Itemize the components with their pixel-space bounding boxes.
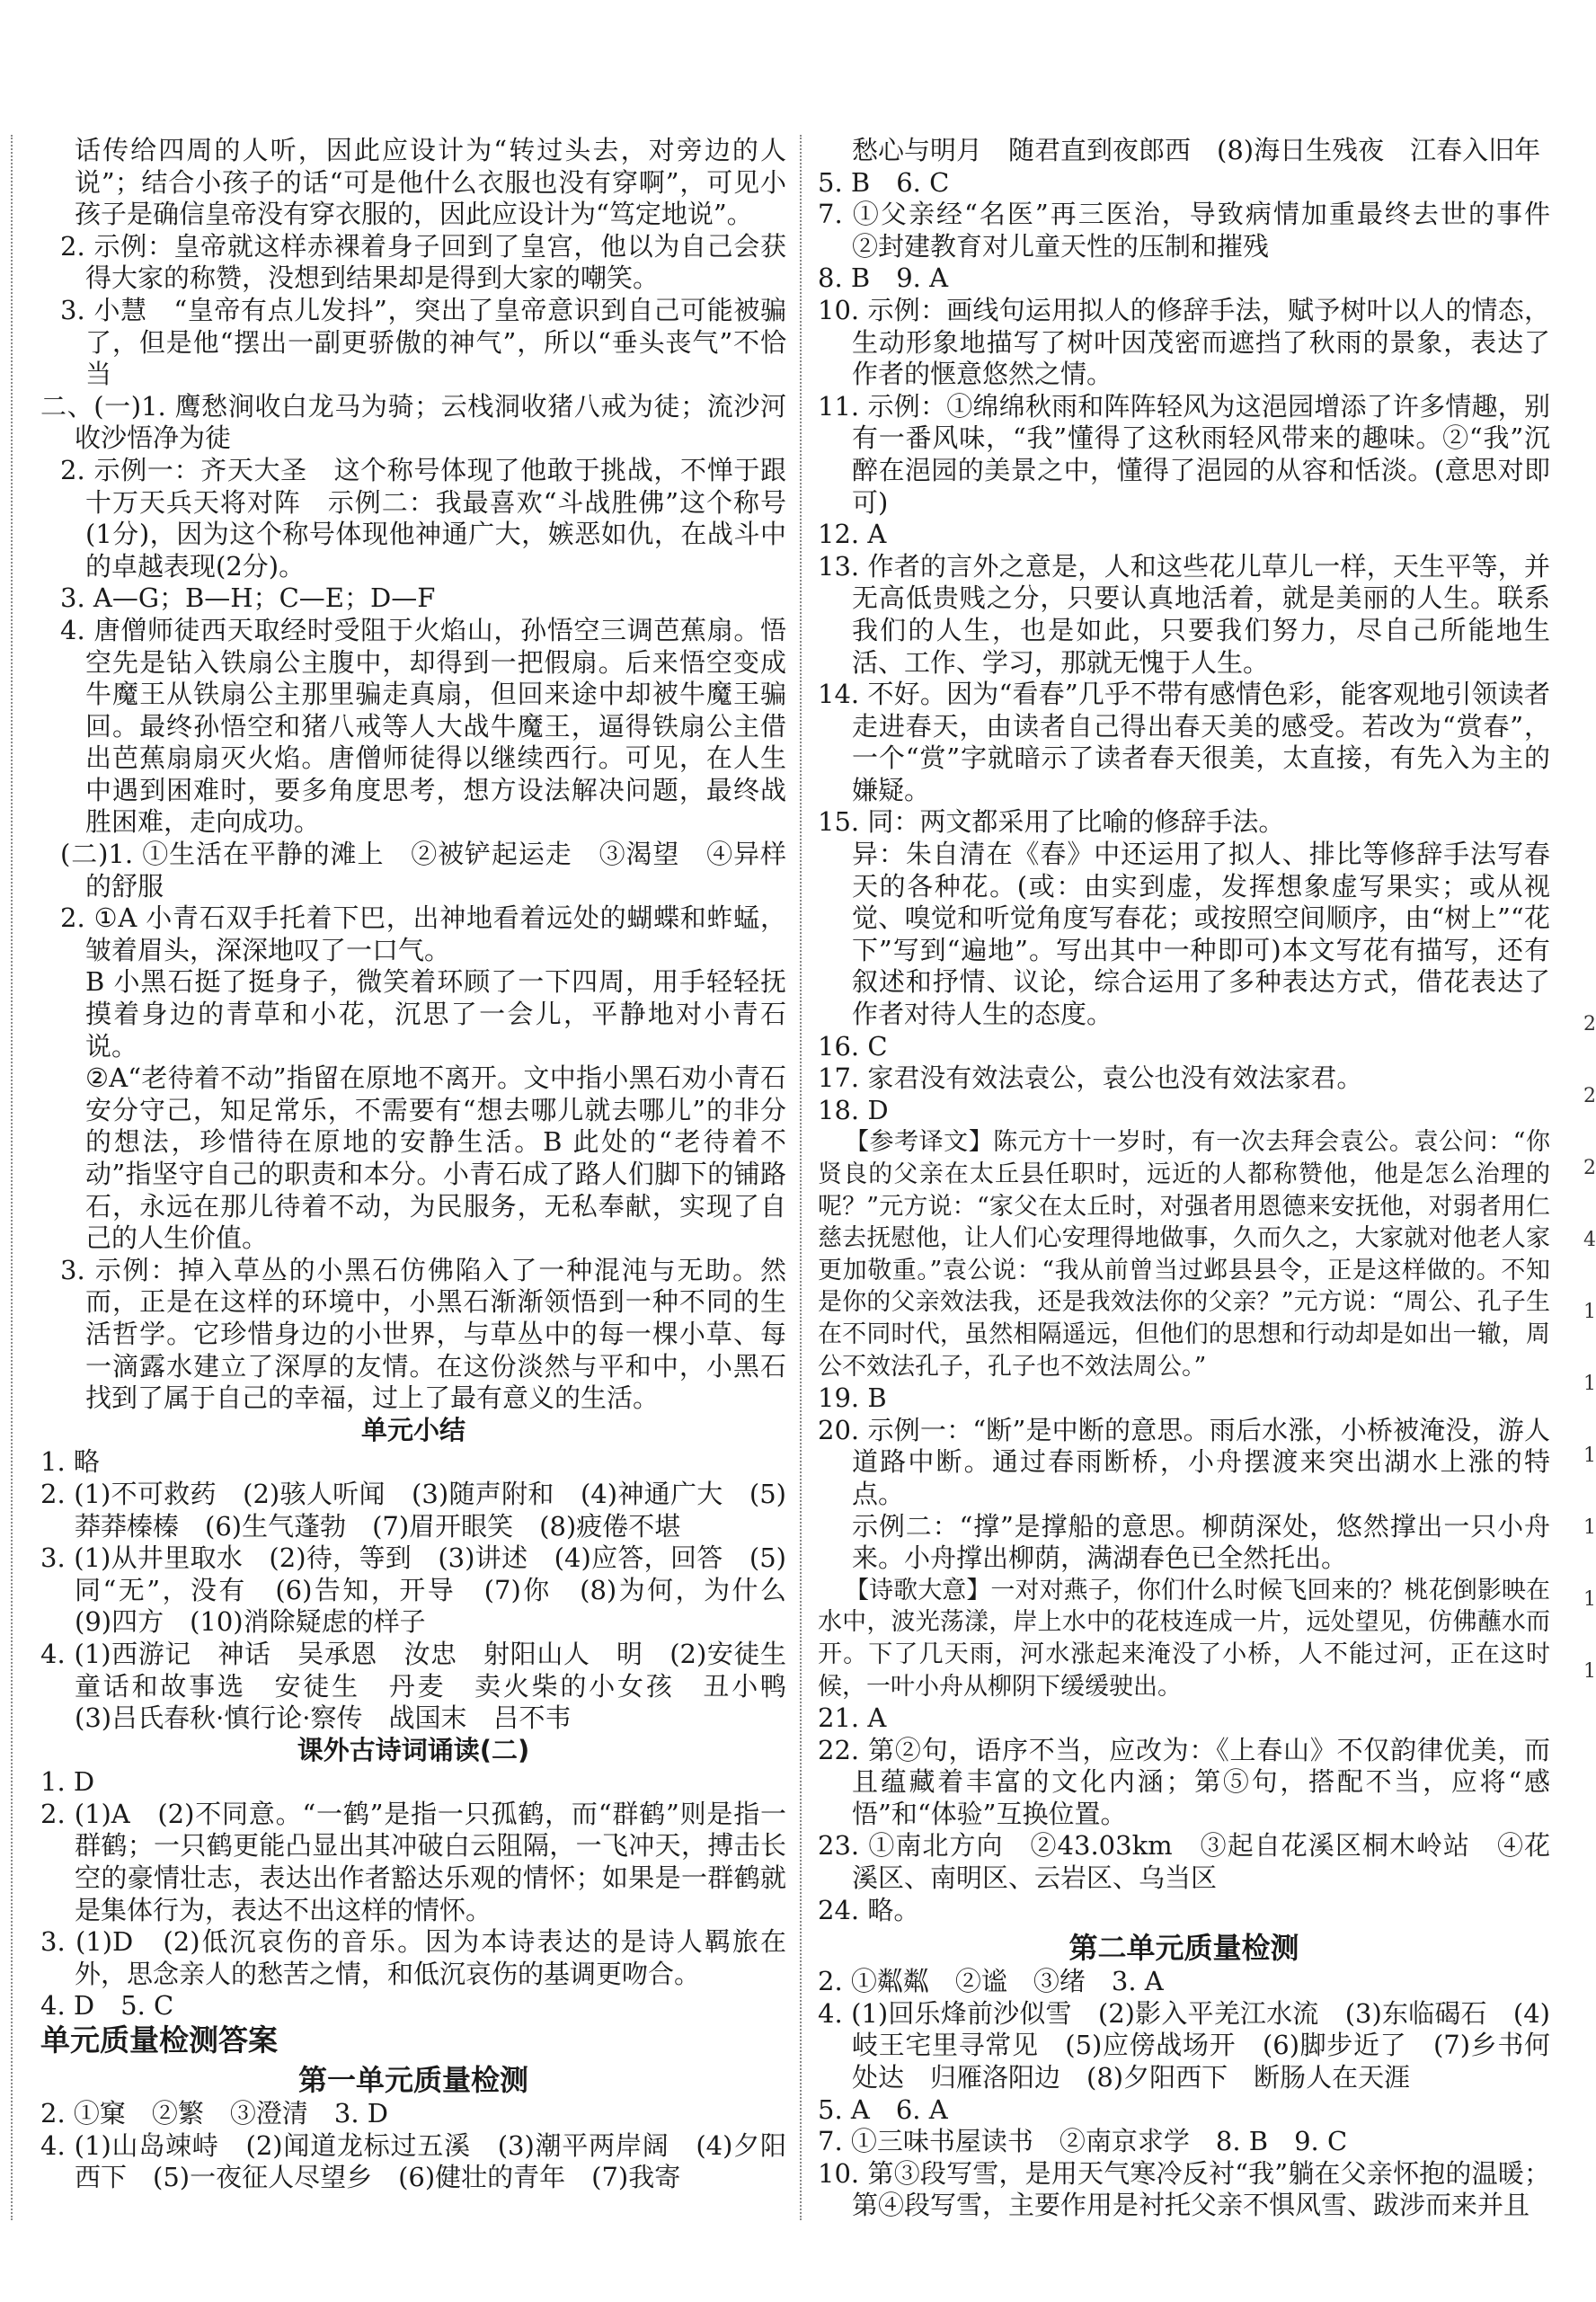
answer-paragraph: 示例二：“撑”是撑船的意思。柳荫深处，悠然撑出一只小舟来。小舟撑出柳荫，满湖春色已全然托出。 — [852, 1510, 1550, 1574]
answer-paragraph: ②A“老待着不动”指留在原地不离开。文中指小黑石劝小青石安分守己，知足常乐，不需要有“想去哪儿就去哪儿”的非分的想法，珍惜待在原地的安静生活。B 此处的“老待着不动”指坚守自己的职责和本分。小青石成了路人们脚下的铺路石，永远在那儿待着不动，为民服务，无私奉献，实现了自己的人生价值。 — [85, 1062, 786, 1254]
answer-paragraph: 7. ①父亲经“名医”再三医治，导致病情加重最终去世的事件 ②封建教育对儿童天性的压制和摧残 — [818, 199, 1577, 262]
answer-paragraph: 17. 家君没有效法袁公，袁公也没有效法家君。 — [818, 1062, 1363, 1094]
answer-paragraph: 3. (1)从井里取水 (2)待，等到 (3)讲述 (4)应答，回答 (5)同“无”，没有 (6)告知，开导 (7)你 (8)为何，为什么 (9)四方 (10)消除疑虑的样子 — [40, 1542, 813, 1638]
unit-test-heading: 第二单元质量检测 — [1068, 1931, 1299, 1966]
answer-paragraph: 13. 作者的言外之意是，人和这些花儿草儿一样，天生平等，并无高低贵贱之分，只要认真地活着，就是美丽的人生。联系我们的人生，也是如此，只要我们努力，尽自己所能地生活、工作、学习，那就无愧于人生。 — [818, 550, 1550, 678]
section-heading: 课外古诗词诵读(二) — [297, 1734, 530, 1765]
column-divider-left — [11, 135, 13, 2220]
answer-paragraph: 4. (1)山岛竦峙 (2)闻道龙标过五溪 (3)潮平两岸阔 (4)夕阳西下 (5)一夜征人尽望乡 (6)健壮的青年 (7)我寄 — [40, 2129, 786, 2193]
answer-paragraph: 2. (1)A (2)不同意。“一鹤”是指一只孤鹤，而“群鹤”则是指一群鹤；一只鹤更能凸显出其冲破白云阻隔，一飞冲天，搏击长空的豪情壮志，表达出作者豁达乐观的情怀；如果是一群鹤就是集体行为，表达不出这样的情怀。 — [40, 1798, 786, 1925]
edge-mark: 1 — [1583, 1660, 1596, 1683]
edge-mark: 2 — [1583, 1013, 1596, 1035]
edge-mark: 4 — [1583, 1229, 1596, 1251]
unit-test-heading: 第一单元质量检测 — [297, 2063, 528, 2098]
answer-paragraph: 22. 第②句，语序不当，应改为：《上春山》不仅韵律优美，而且蕴藏着丰富的文化内涵；第⑤句，搭配不当，应将“感悟”和“体验”互换位置。 — [818, 1734, 1550, 1829]
edge-mark: 1 — [1583, 1588, 1596, 1611]
edge-mark: 2 — [1583, 1157, 1596, 1179]
right-column — [818, 135, 1577, 2222]
answer-paragraph: 2. ①粼粼 ②谧 ③绪 3. A — [818, 1966, 1164, 1997]
answer-paragraph: 愁心与明月 随君直到夜郎西 (8)海日生残夜 江春入旧年 — [852, 135, 1541, 165]
answer-paragraph: 3. 示例：掉入草丛的小黑石仿佛陷入了一种混沌与无助。然而，正是在这样的环境中，小黑石渐渐领悟到一种不同的生活哲学。它珍惜身边的小世界，与草丛中的每一棵小草、每一滴露水建立了深厚的友情。在这份淡然与平和中，小黑石找到了属于自己的幸福，过上了最有意义的生活。 — [60, 1254, 786, 1414]
answer-paragraph: 21. A — [818, 1702, 887, 1734]
right-edge-marks — [1583, 989, 1596, 1708]
answer-paragraph: 2. ①A 小青石双手托着下巴，出神地看着远处的蝴蝶和蚱蜢，皱着眉头，深深地叹了一口气。 — [60, 902, 786, 965]
edge-mark: 1 — [1583, 1373, 1596, 1395]
edge-mark: 1 — [1583, 1301, 1596, 1323]
answer-paragraph: 7. ①三味书屋读书 ②南京求学 8. B 9. C — [818, 2126, 1348, 2157]
answer-paragraph: 8. B 9. A — [818, 262, 949, 294]
answer-paragraph: 16. C — [818, 1030, 888, 1062]
answer-paragraph: B 小黑石挺了挺身子，微笑着环顾了一下四周，用手轻轻抚摸着身边的青草和小花，沉思了一会儿，平静地对小青石说。 — [85, 966, 786, 1062]
edge-mark: 2 — [1583, 1085, 1596, 1107]
answer-paragraph: 18. D — [818, 1094, 889, 1125]
answer-paragraph: 20. 示例一：“断”是中断的意思。雨后水涨，小桥被淹没，游人道路中断。通过春雨断桥，小舟摆渡来突出湖水上涨的特点。 — [818, 1414, 1550, 1509]
answer-paragraph: 3. A—G；B—H；C—E；D—F — [60, 582, 436, 614]
answer-paragraph: 1. D — [40, 1766, 95, 1798]
column-divider-center — [800, 135, 802, 2220]
answer-paragraph: 10. 示例：画线句运用拟人的修辞手法，赋予树叶以人的情态，生动形象地描写了树叶因茂密而遮挡了秋雨的景象，表达了作者的惬意悠然之情。 — [818, 294, 1550, 390]
answer-paragraph: 4. (1)回乐烽前沙似雪 (2)影入平羌江水流 (3)东临碣石 (4)岐王宅里寻常见 (5)应傍战场开 (6)脚步近了 (7)乡书何处达 归雁洛阳边 (8)夕阳西下 断肠人在天涯 — [818, 1997, 1550, 2093]
answer-paragraph: 23. ①南北方向 ②43.03km ③起自花溪区桐木岭站 ④花溪区、南明区、云岩区、乌当区 — [818, 1830, 1550, 1894]
answer-paragraph: 4. D 5. C — [40, 1990, 174, 2022]
translation-note: 【诗歌大意】一对对燕子，你们什么时候飞回来的？桃花倒影映在水中，波光荡漾，岸上水中的花枝连成一片，远处望见，仿佛蘸水而开。下了几天雨，河水涨起来淹没了小桥，人不能过河，正在这时候，一叶小舟从柳阴下缓缓驶出。 — [818, 1576, 1550, 1701]
answer-paragraph: (二)1. ①生活在平静的滩上 ②被铲起运走 ③渴望 ④异样的舒服 — [60, 839, 786, 902]
answer-paragraph: 2. (1)不可救药 (2)骇人听闻 (3)随声附和 (4)神通广大 (5)莽莽榛榛 (6)生气蓬勃 (7)眉开眼笑 (8)疲倦不堪 — [40, 1478, 786, 1542]
answer-paragraph: 4. 唐僧师徒西天取经时受阻于火焰山，孙悟空三调芭蕉扇。悟空先是钻入铁扇公主腹中，却得到一把假扇。后来悟空变成牛魔王从铁扇公主那里骗走真扇，但回来途中却被牛魔王骗回。最终孙悟空和猪八戒等人大战牛魔王，逼得铁扇公主借出芭蕉扇扇灭火焰。唐僧师徒得以继续西行。可见，在人生中遇到困难时，要多角度思考，想方设法解决问题，最终战胜困难，走向成功。 — [60, 614, 786, 838]
edge-mark: 1 — [1583, 1516, 1596, 1539]
answer-paragraph: 24. 略。 — [818, 1894, 920, 1925]
answer-paragraph: 11. 示例：①绵绵秋雨和阵阵轻风为这浥园增添了许多情趣，别有一番风味，“我”懂得了这秋雨轻风带来的趣味。②“我”沉醉在浥园的美景之中，懂得了浥园的从容和恬淡。(意思对即可) — [818, 390, 1550, 518]
part-heading: 单元质量检测答案 — [40, 2022, 278, 2058]
answer-paragraph: 19. B — [818, 1382, 887, 1414]
edge-mark: 1 — [1583, 1444, 1596, 1467]
answer-paragraph: 5. B 6. C — [818, 166, 950, 198]
answer-paragraph: 4. (1)西游记 神话 吴承恩 汝忠 射阳山人 明 (2)安徒生童话和故事选 安徒生 丹麦 卖火柴的小女孩 丑小鸭 (3)吕氏春秋·慎行论·察传 战国末 吕不韦 — [40, 1638, 813, 1734]
answer-paragraph: 2. 示例一：齐天大圣 这个称号体现了他敢于挑战，不惮于跟十万天兵天将对阵 示例二：我最喜欢“斗战胜佛”这个称号(1分)，因为这个称号体现他神通广大，嫉恶如仇，在战斗中的卓越表现(2分)。 — [60, 454, 786, 582]
answer-paragraph: 二、(一)1. 鹰愁涧收白龙马为骑；云栈洞收猪八戒为徒；流沙河收沙悟净为徒 — [40, 390, 786, 454]
answer-paragraph: 异：朱自清在《春》中还运用了拟人、排比等修辞手法写春天的各种花。(或：由实到虚，发挥想象虚写果实；或从视觉、嗅觉和听觉角度写春花；或按照空间顺序，由“树上”“花下”写到“遍地”。写出其中一种即可)本文写花有描写，还有叙述和抒情、议论，综合运用了多种表达方式，借花表达了作者对待人生的态度。 — [852, 839, 1550, 1030]
answer-paragraph: 5. A 6. A — [818, 2093, 948, 2125]
answer-paragraph: 15. 同：两文都采用了比喻的修辞手法。 — [818, 806, 1285, 838]
answer-paragraph: 10. 第③段写雪，是用天气寒冷反衬“我”躺在父亲怀抱的温暖；第④段写雪，主要作用是衬托父亲不惧风雪、跋涉而来并且 — [818, 2157, 1550, 2221]
answer-paragraph: 3. (1)D (2)低沉哀伤的音乐。因为本诗表达的是诗人羁旅在外，思念亲人的愁苦之情，和低沉哀伤的基调更吻合。 — [40, 1926, 786, 1989]
answer-paragraph: 3. 小慧 “皇帝有点儿发抖”，突出了皇帝意识到自己可能被骗了，但是他“摆出一副更骄傲的神气”，所以“垂头丧气”不恰当 — [60, 294, 786, 390]
answer-paragraph: 14. 不好。因为“看春”几乎不带有感情色彩，能客观地引领读者走进春天，由读者自己得出春天美的感受。若改为“赏春”，一个“赏”字就暗示了读者春天很美，太直接，有先入为主的嫌疑。 — [818, 679, 1550, 805]
answer-paragraph: 12. A — [818, 519, 887, 550]
left-column — [40, 135, 813, 2194]
answer-paragraph: 1. 略 — [40, 1446, 100, 1478]
answer-paragraph: 话传给四周的人听，因此应设计为“转过头去，对旁边的人说”；结合小孩子的话“可是他什么衣服也没有穿啊”，可见小孩子是确信皇帝没有穿衣服的，因此应设计为“笃定地说”。 — [75, 135, 786, 230]
section-heading: 单元小结 — [360, 1414, 466, 1445]
answer-paragraph: 2. 示例：皇帝就这样赤裸着身子回到了皇宫，他以为自己会获得大家的称赞，没想到结果却是得到大家的嘲笑。 — [60, 230, 786, 294]
translation-note: 【参考译文】陈元方十一岁时，有一次去拜会袁公。袁公问：“你贤良的父亲在太丘县任职时，远近的人都称赞他，他是怎么治理的呢？”元方说：“家父在太丘时，对强者用恩德来安抚他，对弱者用仁慈去抚慰他，让人们心安理得地做事，久而久之，大家就对他老人家更加敬重。”袁公说：“我从前曾当过邺县县令，正是这样做的。不知是你的父亲效法我，还是我效法你的父亲？”元方说：“周公、孔子生在不同时代，虽然相隔遥远，但他们的思想和行动却是如出一辙，周公不效法孔子，孔子也不效法周公。” — [818, 1128, 1550, 1381]
answer-paragraph: 2. ①窠 ②繁 ③澄清 3. D — [40, 2098, 389, 2129]
